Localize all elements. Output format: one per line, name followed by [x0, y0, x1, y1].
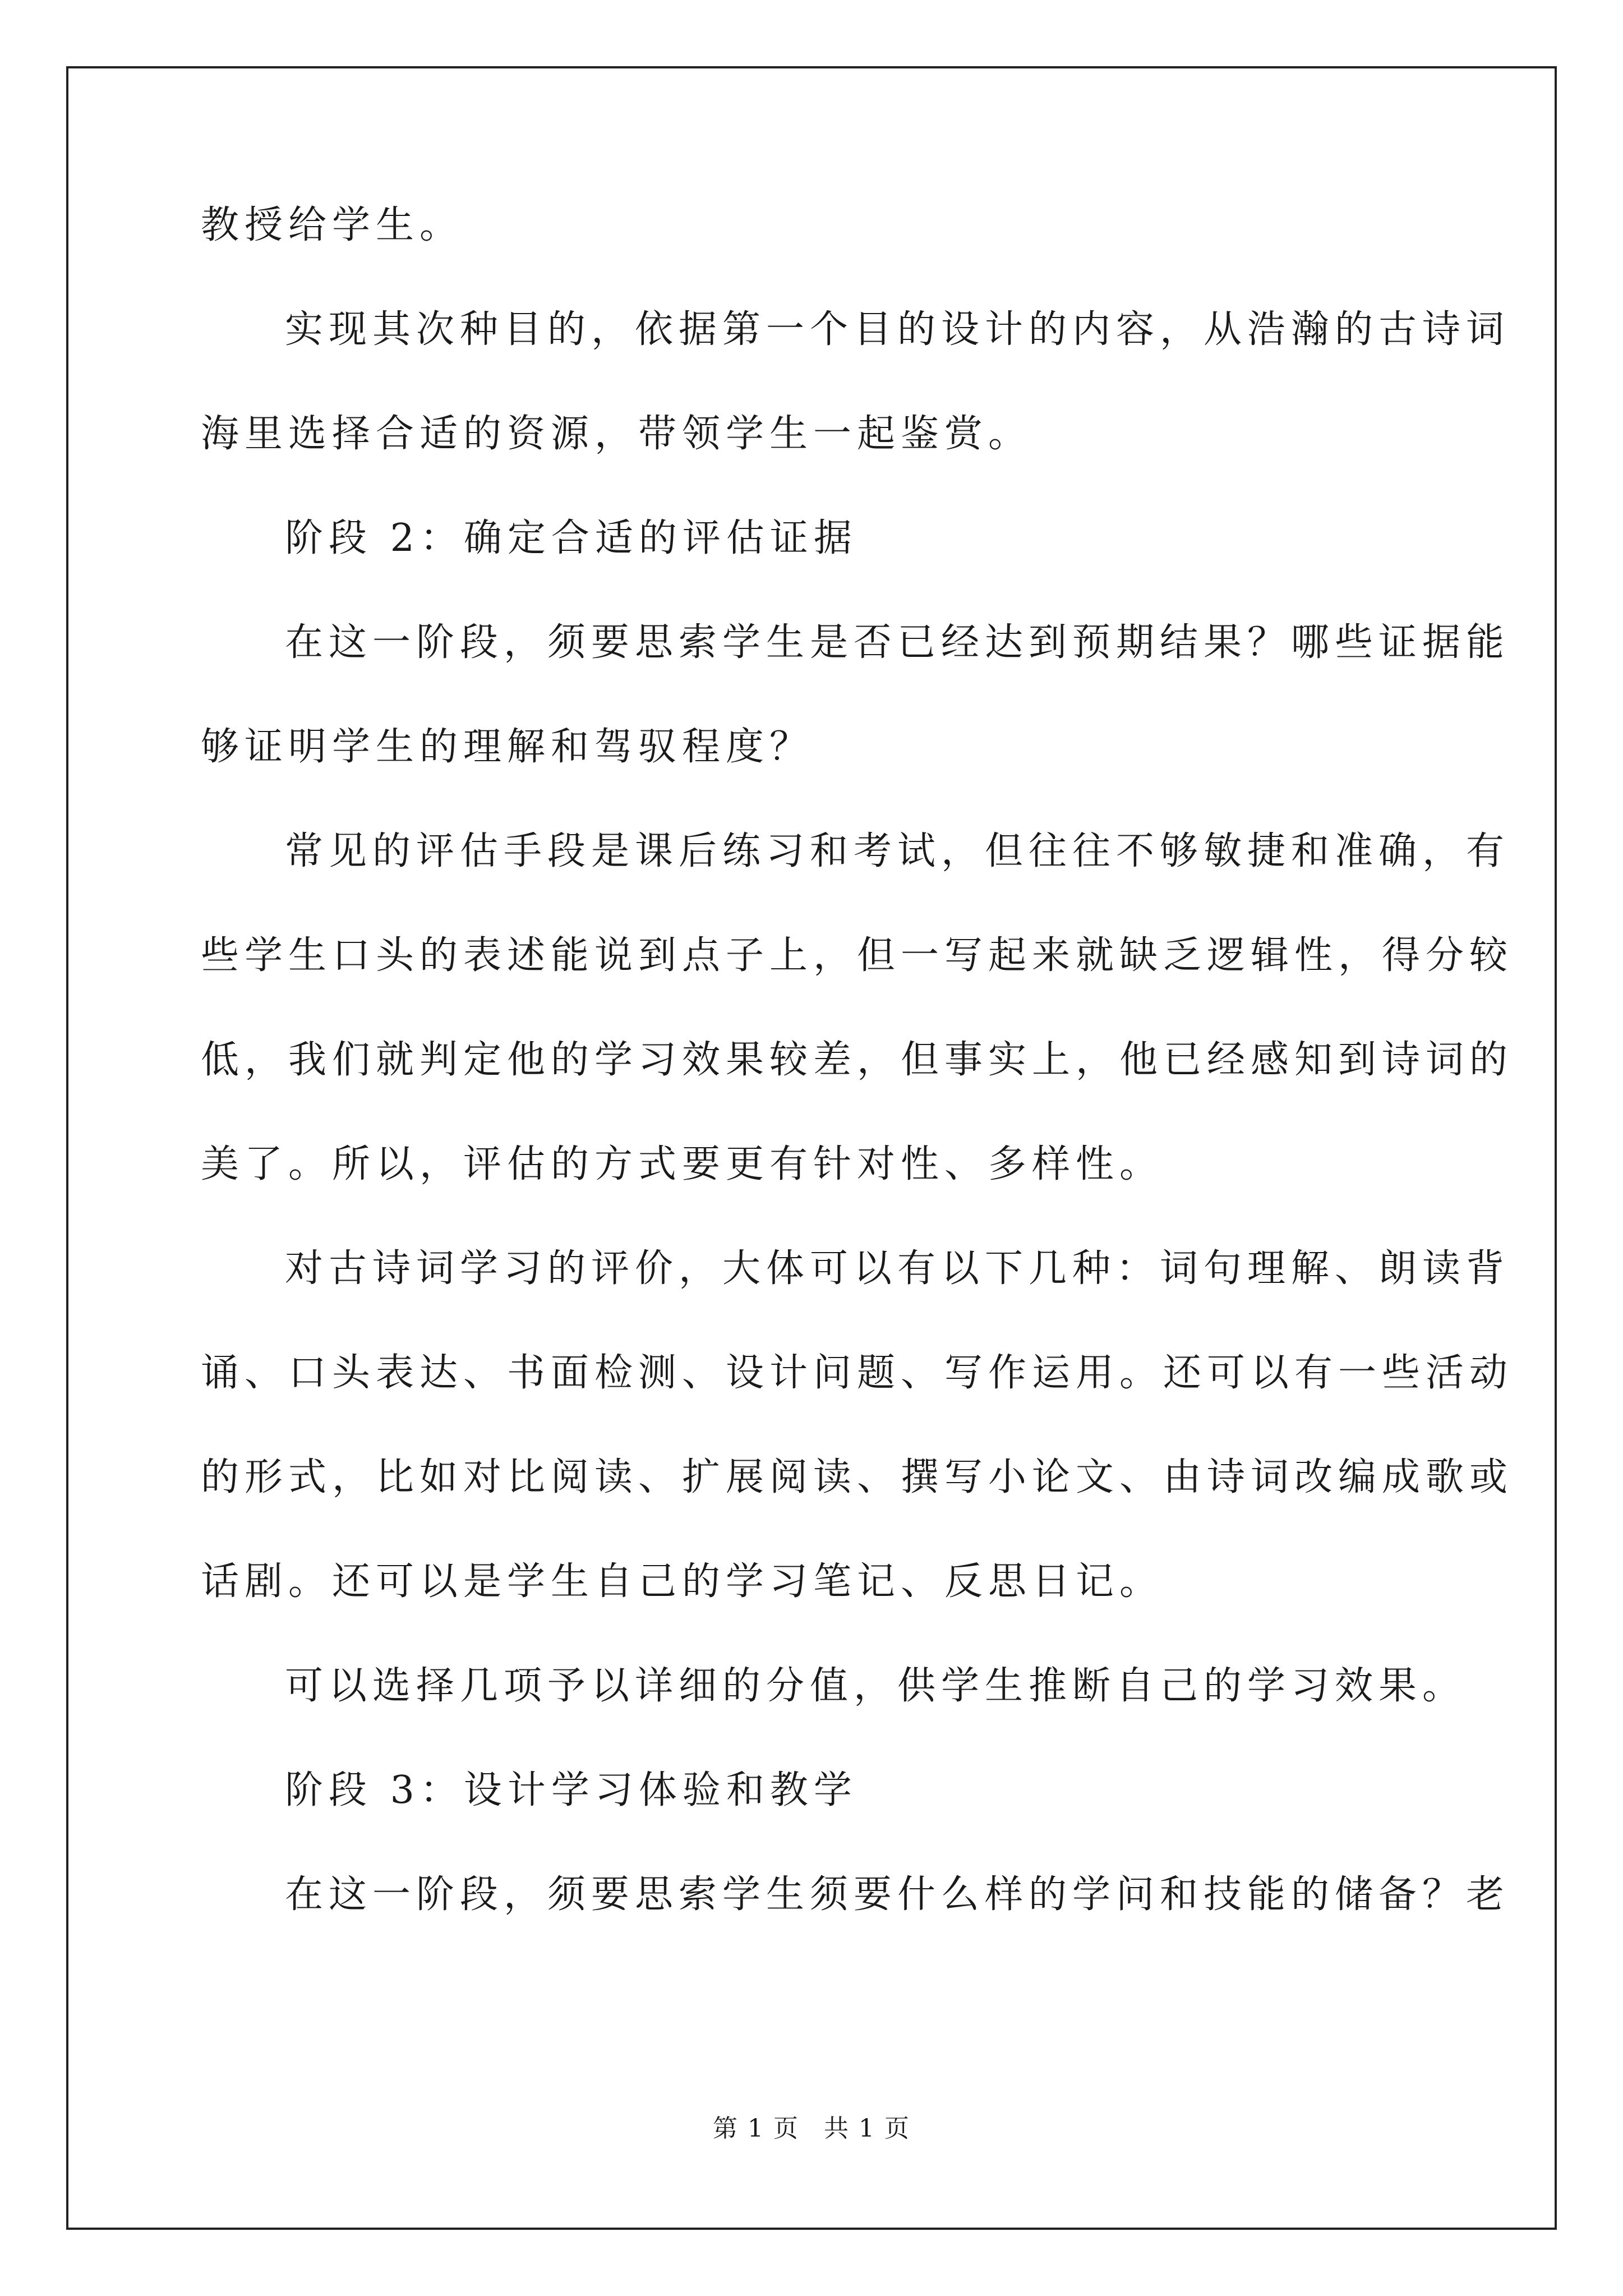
text-line: 低，我们就判定他的学习效果较差，但事实上，他已经感知到诗词的 [201, 1038, 1514, 1082]
text-line: 诵、口头表达、书面检测、设计问题、写作运用。还可以有一些活动 [201, 1351, 1514, 1395]
text-line: 够证明学生的理解和驾驭程度？ [201, 725, 814, 769]
text-line: 的形式，比如对比阅读、扩展阅读、撰写小论文、由诗词改编成歌或 [201, 1455, 1514, 1499]
section-heading: 阶段 2：确定合适的评估证据 [285, 516, 857, 560]
text-line: 对古诗词学习的评价，大体可以有以下几种：词句理解、朗读背 [285, 1246, 1510, 1291]
page-total: 共 1 页 [824, 2114, 910, 2143]
page-footer [0, 2108, 1623, 2144]
text-line: 海里选择合适的资源，带领学生一起鉴赏。 [201, 412, 1032, 456]
text-line: 在这一阶段，须要思索学生须要什么样的学问和技能的储备？老 [285, 1872, 1510, 1917]
text-line: 常见的评估手段是课后练习和考试，但往往不够敏捷和准确，有 [285, 829, 1510, 873]
text-line: 实现其次种目的，依据第一个目的设计的内容，从浩瀚的古诗词 [285, 307, 1510, 352]
page-number: 第 1 页 [713, 2114, 799, 2143]
text-line: 美了。所以，评估的方式要更有针对性、多样性。 [201, 1142, 1164, 1186]
text-line: 可以选择几项予以详细的分值，供学生推断自己的学习效果。 [285, 1664, 1467, 1708]
section-heading: 阶段 3：设计学习体验和教学 [285, 1768, 857, 1812]
text-line: 话剧。还可以是学生自己的学习笔记、反思日记。 [201, 1559, 1164, 1604]
text-line: 在这一阶段，须要思索学生是否已经达到预期结果？哪些证据能 [285, 620, 1510, 665]
text-line: 些学生口头的表述能说到点子上，但一写起来就缺乏逻辑性，得分较 [201, 933, 1514, 978]
document-body [201, 197, 1514, 1971]
text-line: 教授给学生。 [201, 203, 464, 247]
